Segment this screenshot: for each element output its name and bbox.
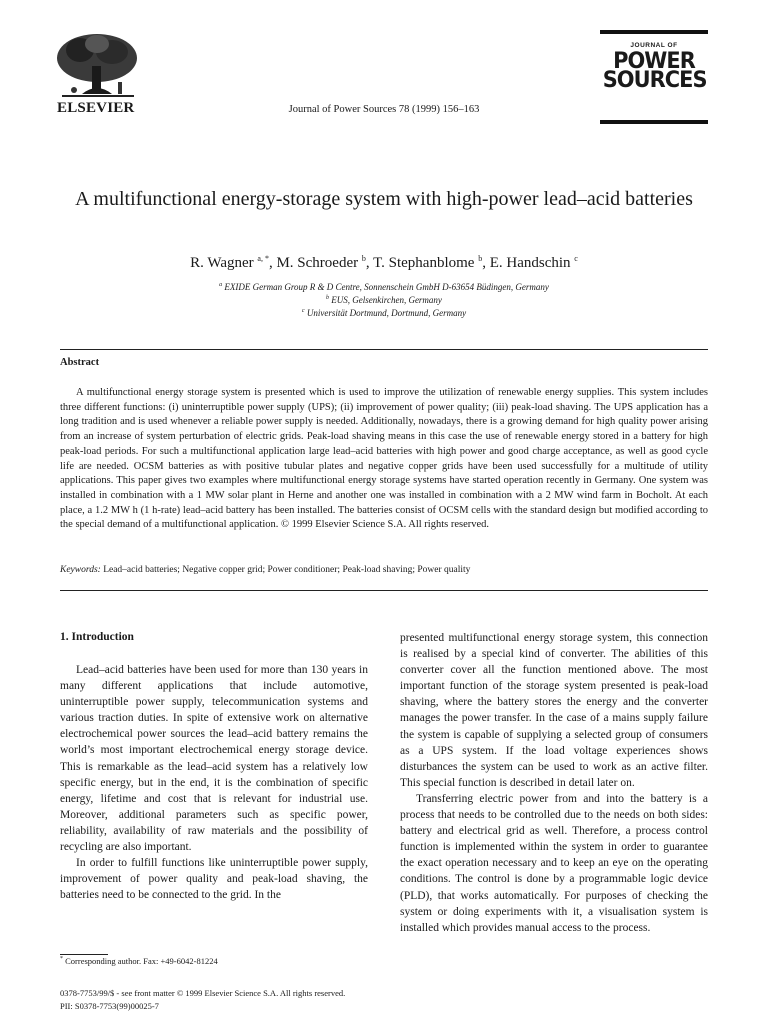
copyright-line: 0378-7753/99/$ - see front matter © 1999 Elsevier Science S.A. All rights reserved. <box>60 988 346 998</box>
author-affiliation-marker: b <box>478 254 483 263</box>
left-column <box>60 662 368 903</box>
author-list <box>0 254 768 272</box>
section-heading: 1. Introduction <box>60 631 134 643</box>
tree-icon <box>52 30 142 100</box>
footnote-text: Corresponding author. Fax: +49-6042-81224 <box>65 956 218 966</box>
footnote-marker: * <box>60 956 63 963</box>
keywords-label: Keywords: <box>60 565 101 575</box>
journal-logo-line1: POWER <box>613 49 695 74</box>
journal-logo-top-text: JOURNAL OF <box>630 42 678 49</box>
keywords-list: Lead–acid batteries; Negative copper grid; Power conditioner; Peak-load shaving; Power quality <box>103 565 471 575</box>
affiliation-marker: a <box>219 282 223 288</box>
affiliation-text: EUS, Gelsenkirchen, Germany <box>331 295 442 305</box>
footnote <box>60 956 218 966</box>
affiliation-text: EXIDE German Group R & D Centre, Sonnenschein GmbH D-63654 Büdingen, Germany <box>224 282 549 292</box>
publisher-name: ELSEVIER <box>57 100 135 116</box>
author-name: E. Handschin <box>489 255 571 271</box>
abstract-bottom-rule <box>60 590 708 591</box>
author-name: T. Stephanblome <box>373 255 475 271</box>
author-affiliation-marker: c <box>574 254 578 263</box>
paragraph: Lead–acid batteries have been used for more than 130 years in many different applications that include automotive, uninterruptible power supply, telecommunication systems and various traction duties. In spite of extensive work on alternative electrochemical power sources the lead–acid battery remains the world’s most important electrochemical energy storage device. This is remarkable as the lead–acid system has a relatively low specific energy, but in the end, it is the combination of specific energy, lifetime and cost that is relevant for industrial use. Moreover, additional parameters such as specific power, reliability, availability of raw materials and the possibility of recycling are also important. <box>60 664 368 854</box>
author-name: M. Schroeder <box>276 255 359 271</box>
abstract-top-rule <box>60 349 708 350</box>
paragraph: Transferring electric power from and into the battery is a process that needs to be controlled due to the needs on both sides: battery and electrical grid as well. Therefore, a process control function is implemented within the system in order to guarantee the exact operation necessary and to keep an eye on the operating conditions. The control is done by a programmable logic device (PLD), that works automatically. For purposes of checking the system or doing experiments with it, a visualisation system is installed which provides manual access to the process. <box>400 792 708 934</box>
affiliation-marker: c <box>301 308 305 314</box>
author-separator: , <box>482 255 490 271</box>
author-affiliation-marker: a, * <box>257 254 269 263</box>
journal-logo <box>600 30 708 124</box>
right-column <box>400 630 708 936</box>
author-separator: , <box>268 255 277 271</box>
author-name: R. Wagner <box>190 255 254 271</box>
paragraph: presented multifunctional energy storage system, this connection is realised by a special kind of converter. The abilities of this converter cover all the function mentioned above. The most important function of the storage system presented is peak-load shaving, where the battery stores the energy and the converter manages the power transfer. In the case of a mains supply failure the system is capable of supplying a selected group of consumers as a UPS system. If the load voltage experiences shows disturbances the system can be used to work as an active filter. This special function is described in detail later on. <box>400 632 708 789</box>
journal-reference: Journal of Power Sources 78 (1999) 156–163 <box>288 104 480 115</box>
journal-logo-line2: SOURCES <box>602 68 707 93</box>
paragraph: In order to fulfill functions like uninterruptible power supply, improvement of power quality and peak-load shaving, the batteries need to be connected to the grid. In the <box>60 857 368 902</box>
keywords <box>60 565 708 575</box>
footnote-rule <box>60 954 108 955</box>
affiliation-marker: b <box>326 295 330 301</box>
affiliation-c <box>0 308 768 318</box>
author-affiliation-marker: b <box>361 254 366 263</box>
abstract-heading: Abstract <box>60 357 100 368</box>
affiliation-text: Universität Dortmund, Dortmund, Germany <box>306 308 467 318</box>
author-separator: , <box>365 255 374 271</box>
affiliation-b <box>0 295 768 305</box>
paper-title: A multifunctional energy-storage system with high-power lead–acid batteries <box>75 188 693 210</box>
copyright-block <box>60 987 345 1012</box>
pii-line: PII: S0378-7753(99)00025-7 <box>60 1000 159 1011</box>
journal-logo-title <box>602 49 707 93</box>
abstract-body: A multifunctional energy storage system is presented which is used to improve the utilization of renewable energy supplies. This system includes three different functions: (i) uninterruptible power supply (UPS); (ii) improvement of power quality; (iii) peak-load shaving. The UPS application has a long tradition and is used whenever a reliable power supply is needed. Additionally, nowadays, there is a growing demand for high quality power arising from an increase of system perturbation of electric grids. Peak-load shaving means in this case the use of renewable energy stored in a battery for high peak-load periods. For such a multifunctional application large lead–acid batteries with high power and good charge acceptance, as well as good cycle life are needed. OCSM batteries as with positive tubular plates and negative copper grids have been used successfully for a multitude of utility applications. This paper gives two examples where multifunctional energy storage systems have started operation recently in Germany. One system was installed in combination with a 1 MW solar plant in Herne and another one was installed in combination with a 2 MW wind farm in Bocholt. At each place, a 1.2 MW h (1 h-rate) lead–acid battery has been installed. The batteries consist of OCSM cells with the standard design but modified according to the special demand of a multifunctional application. © 1999 Elsevier Science S.A. All rights reserved. <box>60 387 708 531</box>
affiliation-a <box>0 282 768 292</box>
